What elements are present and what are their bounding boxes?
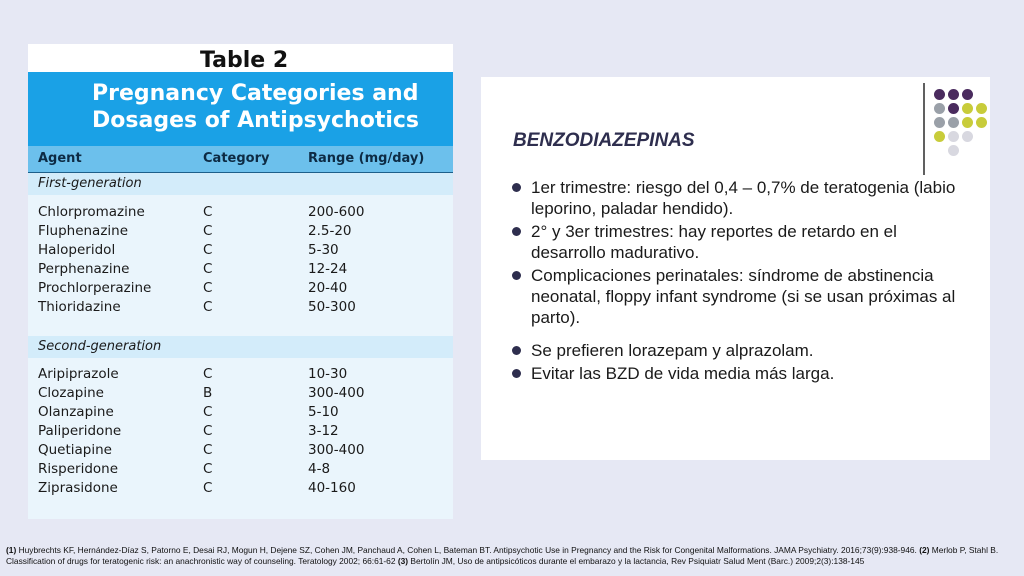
bullet-text: Complicaciones perinatales: síndrome de abstinencia neonatal, floppy infant syndrome (si se usan próximas al parto). <box>531 266 956 327</box>
category-cell: C <box>203 261 213 277</box>
table-row <box>28 442 453 460</box>
reference-number: (1) <box>6 545 17 555</box>
agent-cell: Thioridazine <box>38 299 121 315</box>
bullet-icon <box>512 346 521 355</box>
slide-title: BENZODIAZEPINAS <box>513 130 695 151</box>
agent-cell: Ziprasidone <box>38 480 118 496</box>
category-cell: C <box>203 442 213 458</box>
agent-cell: Chlorpromazine <box>38 204 145 220</box>
range-cell: 3-12 <box>308 423 339 439</box>
table-row <box>28 280 453 298</box>
table-subtitle <box>92 80 432 134</box>
table-row <box>28 223 453 241</box>
antipsychotics-table <box>28 44 453 519</box>
decorative-dot-grid <box>931 85 991 165</box>
reference-text: Bertolín JM, Uso de antipsicóticos durante el embarazo y la lactancia, Rev Psiquiatr Salud Ment (Barc.) 2009;2(3):138-145 <box>408 556 865 566</box>
decorative-dot <box>976 103 987 114</box>
agent-cell: Paliperidone <box>38 423 122 439</box>
category-cell: C <box>203 204 213 220</box>
agent-cell: Haloperidol <box>38 242 116 258</box>
bullet-item <box>511 363 971 384</box>
bullet-list <box>511 177 971 384</box>
range-cell: 5-30 <box>308 242 339 258</box>
category-cell: C <box>203 480 213 496</box>
table-row <box>28 404 453 422</box>
decorative-dot <box>962 89 973 100</box>
category-cell: C <box>203 423 213 439</box>
decorative-dot <box>934 103 945 114</box>
bullet-text: 2° y 3er trimestres: hay reportes de retardo en el desarrollo madurativo. <box>531 222 897 262</box>
category-cell: C <box>203 299 213 315</box>
table-row <box>28 480 453 498</box>
reference-footnote <box>6 545 1016 567</box>
table-subtitle-line-1: Pregnancy Categories and <box>92 81 419 106</box>
range-cell: 2.5-20 <box>308 223 352 239</box>
range-cell: 5-10 <box>308 404 339 420</box>
category-cell: C <box>203 280 213 296</box>
agent-cell: Prochlorperazine <box>38 280 152 296</box>
decorative-dot <box>934 89 945 100</box>
decorative-dot <box>948 89 959 100</box>
agent-cell: Fluphenazine <box>38 223 129 239</box>
category-cell: C <box>203 366 213 382</box>
table-row <box>28 261 453 279</box>
agent-cell: Quetiapine <box>38 442 112 458</box>
bullet-item <box>511 265 971 328</box>
category-cell: B <box>203 385 213 401</box>
range-cell: 50-300 <box>308 299 356 315</box>
group-label-second-generation: Second-generation <box>38 339 162 354</box>
bullet-item <box>511 340 971 361</box>
range-cell: 300-400 <box>308 385 365 401</box>
bullet-text: Evitar las BZD de vida media más larga. <box>531 364 835 383</box>
agent-cell: Risperidone <box>38 461 119 477</box>
agent-cell: Perphenazine <box>38 261 130 277</box>
bullet-text: 1er trimestre: riesgo del 0,4 – 0,7% de teratogenia (labio leporino, paladar hendido). <box>531 178 956 218</box>
bullet-text: Se prefieren lorazepam y alprazolam. <box>531 341 814 360</box>
range-cell: 200-600 <box>308 204 365 220</box>
decorative-dot <box>962 103 973 114</box>
decorative-dot <box>962 117 973 128</box>
bullet-icon <box>512 183 521 192</box>
decorative-dot <box>934 117 945 128</box>
table-row <box>28 299 453 317</box>
table-row <box>28 204 453 222</box>
table-subtitle-line-2: Dosages of Antipsychotics <box>92 108 420 133</box>
category-cell: C <box>203 404 213 420</box>
category-cell: C <box>203 223 213 239</box>
reference-text: Huybrechts KF, Hernández-Díaz S, Patorno E, Desai RJ, Mogun H, Dejene SZ, Cohen JM, Panchaud A, Cohen L, Bateman BT. Antipsychotic Use in Pregnancy and the Risk for Congenital Malformations. JAMA Psychiatry. 2016;73(9):938-946. <box>16 545 920 555</box>
range-cell: 300-400 <box>308 442 365 458</box>
bullet-icon <box>512 271 521 280</box>
agent-cell: Aripiprazole <box>38 366 119 382</box>
reference-number: (2) <box>919 545 930 555</box>
agent-cell: Clozapine <box>38 385 104 401</box>
table-row <box>28 385 453 403</box>
table-title: Table 2 <box>200 48 289 73</box>
table-row <box>28 242 453 260</box>
range-cell: 20-40 <box>308 280 348 296</box>
range-cell: 4-8 <box>308 461 331 477</box>
decorative-dot <box>934 131 945 142</box>
range-cell: 40-160 <box>308 480 356 496</box>
category-cell: C <box>203 461 213 477</box>
bullet-item <box>511 177 971 219</box>
category-cell: C <box>203 242 213 258</box>
decorative-dot <box>948 131 959 142</box>
bullet-item <box>511 221 971 263</box>
range-cell: 12-24 <box>308 261 348 277</box>
decorative-dot <box>962 131 973 142</box>
table-row <box>28 423 453 441</box>
range-cell: 10-30 <box>308 366 348 382</box>
bullet-icon <box>512 227 521 236</box>
benzodiazepines-card <box>481 77 990 460</box>
reference-text: Merlob P, Stahl B. Classification of drugs for teratogenic risk: an anachronistic way of counseling. Teratology 2002; 66:61-62 <box>6 545 999 566</box>
bullet-icon <box>512 369 521 378</box>
decorative-dot <box>948 145 959 156</box>
decorative-dot <box>976 117 987 128</box>
reference-number: (3) <box>397 556 409 566</box>
column-header-range: Range (mg/day) <box>308 151 425 166</box>
decorative-divider <box>923 83 925 175</box>
decorative-dot <box>948 117 959 128</box>
agent-cell: Olanzapine <box>38 404 114 420</box>
column-header-agent: Agent <box>38 151 82 166</box>
column-header-category: Category <box>203 151 270 166</box>
table-row <box>28 366 453 384</box>
decorative-dot <box>948 103 959 114</box>
table-row <box>28 461 453 479</box>
group-label-first-generation: First-generation <box>38 176 142 191</box>
